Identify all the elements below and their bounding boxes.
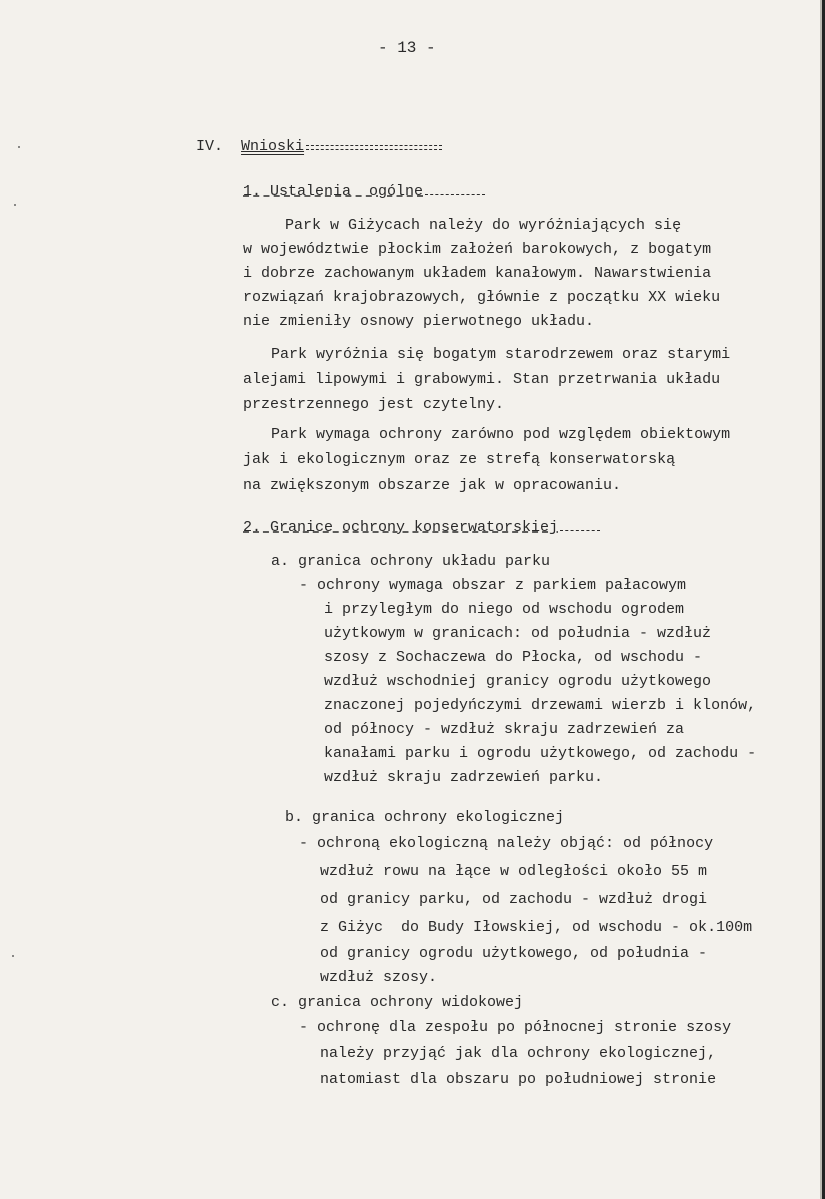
list-item-line: - ochrony wymaga obszar z parkiem pałacowym bbox=[299, 577, 687, 594]
sub1-heading-text: 1. Ustalenia ogólne bbox=[243, 183, 424, 200]
list-item-line: kanałami parku i ogrodu użytkowego, od zachodu - bbox=[324, 745, 757, 762]
list-item-line: użytkowym w granicach: od południa - wzdłuż bbox=[324, 625, 712, 642]
list-item-line: wzdłuż szosy. bbox=[320, 969, 438, 986]
paragraph-line: Park wyróżnia się bogatym starodrzewem oraz starymi bbox=[271, 346, 731, 363]
list-item-line: od granicy ogrodu użytkowego, od południa - bbox=[320, 945, 708, 962]
list-item-line: szosy z Sochaczewa do Płocka, od wschodu - bbox=[324, 649, 703, 666]
sub2-heading-underline bbox=[560, 529, 600, 531]
paper-speck bbox=[18, 146, 20, 148]
list-item-line: z Giżyc do Budy Iłowskiej, od wschodu - ok.100m bbox=[320, 919, 753, 936]
paragraph-line: Park wymaga ochrony zarówno pod względem obiektowym bbox=[271, 426, 731, 443]
list-item-line: należy przyjąć jak dla ochrony ekologicznej, bbox=[320, 1045, 717, 1062]
paragraph-line: jak i ekologicznym oraz ze strefą konserwatorską bbox=[243, 451, 676, 468]
sub1-heading-underline bbox=[425, 193, 485, 195]
list-item-line: od północy - wzdłuż skraju zadrzewień za bbox=[324, 721, 685, 738]
sub2-heading bbox=[243, 518, 600, 538]
paragraph-line: i dobrze zachowanym układem kanałowym. Nawarstwienia bbox=[243, 265, 712, 282]
sub1-heading bbox=[243, 182, 485, 202]
heading-underline bbox=[306, 145, 442, 150]
list-item-line: - ochronę dla zespołu po północnej stronie szosy bbox=[299, 1019, 732, 1036]
list-item-line: od granicy parku, od zachodu - wzdłuż drogi bbox=[320, 891, 708, 908]
list-item-line: wzdłuż rowu na łące w odległości około 55 m bbox=[320, 863, 708, 880]
paragraph-line: w województwie płockim założeń barokowych, z bogatym bbox=[243, 241, 712, 258]
paragraph-line: nie zmieniły osnowy pierwotnego układu. bbox=[243, 313, 595, 330]
page-number: - 13 - bbox=[378, 39, 436, 57]
paragraph-line: alejami lipowymi i grabowymi. Stan przetrwania układu bbox=[243, 371, 721, 388]
section-heading bbox=[196, 137, 442, 157]
list-item-line: wzdłuż wschodniej granicy ogrodu użytkowego bbox=[324, 673, 712, 690]
list-item-line: wzdłuż skraju zadrzewień parku. bbox=[324, 769, 604, 786]
section-title: Wnioski bbox=[241, 138, 305, 155]
section-numeral: IV. bbox=[196, 138, 224, 155]
list-item-line: natomiast dla obszaru po południowej stronie bbox=[320, 1071, 717, 1088]
list-item-line: znaczonej pojedyńczymi drzewami wierzb i klonów, bbox=[324, 697, 757, 714]
list-item-line: - ochroną ekologiczną należy objąć: od północy bbox=[299, 835, 714, 852]
paper-speck bbox=[12, 955, 14, 957]
paper-speck bbox=[14, 204, 16, 206]
paragraph-line: na zwiększonym obszarze jak w opracowaniu. bbox=[243, 477, 622, 494]
list-item-label: a. granica ochrony układu parku bbox=[271, 553, 551, 570]
paragraph-line: Park w Giżycach należy do wyróżniających się bbox=[285, 217, 682, 234]
list-item-label: b. granica ochrony ekologicznej bbox=[285, 809, 565, 826]
sub2-heading-text: 2. Granice ochrony konserwatorskiej bbox=[243, 519, 559, 536]
paragraph-line: przestrzennego jest czytelny. bbox=[243, 396, 505, 413]
paragraph-line: rozwiązań krajobrazowych, głównie z początku XX wieku bbox=[243, 289, 721, 306]
list-item-label: c. granica ochrony widokowej bbox=[271, 994, 524, 1011]
list-item-line: i przyległym do niego od wschodu ogrodem bbox=[324, 601, 685, 618]
